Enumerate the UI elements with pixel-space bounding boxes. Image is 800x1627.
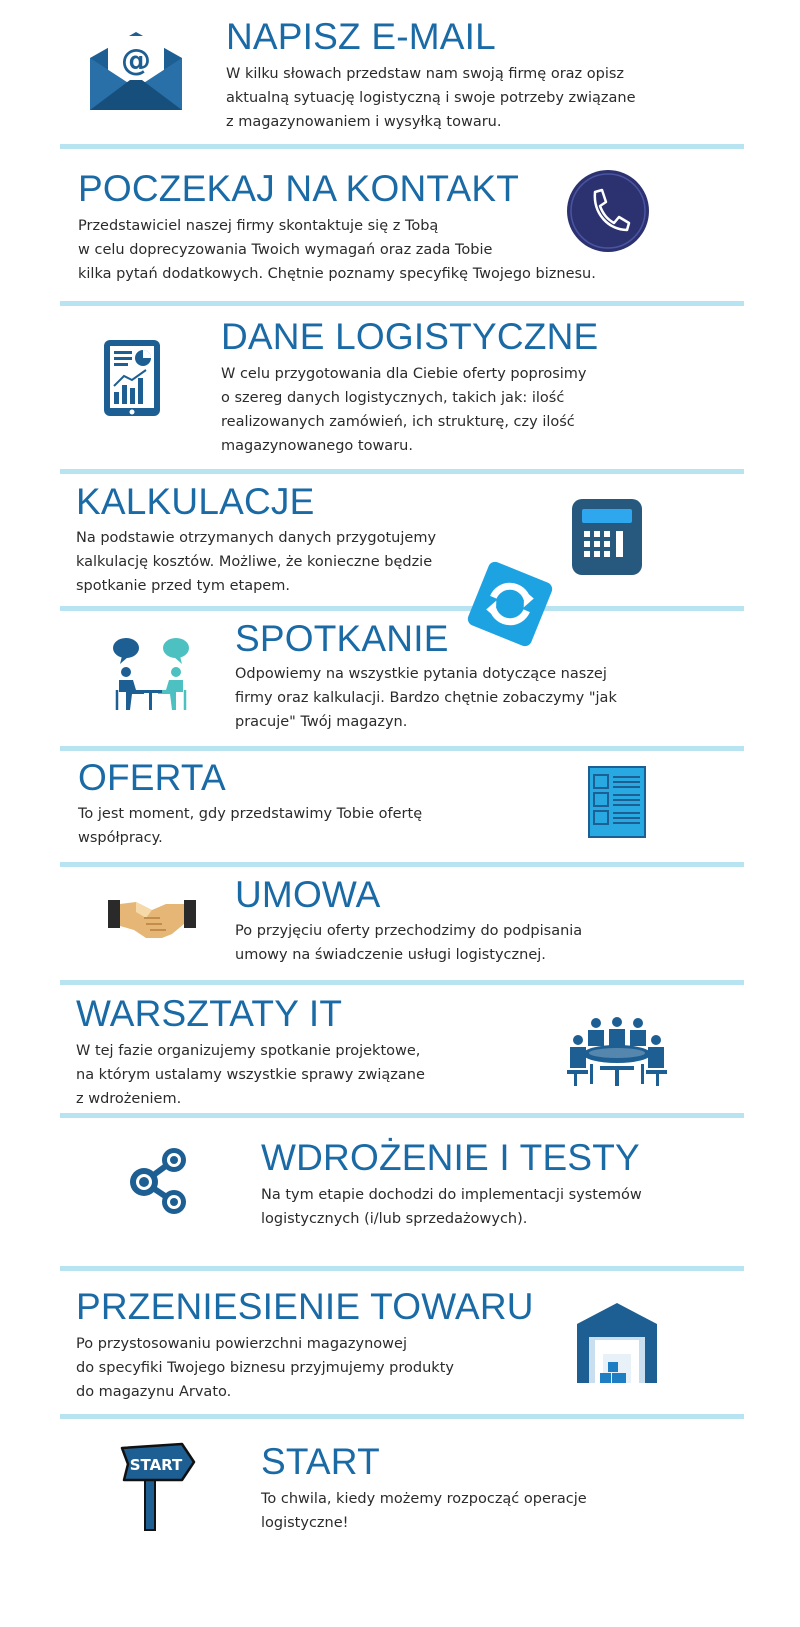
step-description: Odpowiemy na wszystkie pytania dotyczące naszej firmy oraz kalkulacji. Bardzo chętnie zobaczymy "jak pracuje" Twój magazyn.	[235, 666, 617, 730]
envelope-icon	[84, 28, 188, 114]
step-title: OFERTA	[78, 757, 226, 798]
start-signpost-icon	[118, 1438, 198, 1534]
step-description: To chwila, kiedy możemy rozpocząć operacje logistyczne!	[261, 1491, 587, 1531]
step-title: NAPISZ E-MAIL	[226, 16, 496, 57]
step-title: WARSZTATY IT	[76, 993, 343, 1034]
step-description: To jest moment, gdy przedstawimy Tobie ofertę współpracy.	[78, 806, 423, 846]
meeting-icon	[110, 636, 192, 712]
section-divider	[60, 469, 744, 474]
section-divider	[60, 606, 744, 611]
warehouse-icon	[576, 1302, 658, 1384]
calculator-icon	[570, 497, 644, 577]
step-title: SPOTKANIE	[235, 618, 449, 659]
section-divider	[60, 862, 744, 867]
section-divider	[60, 1266, 744, 1271]
document-list-icon	[588, 766, 646, 838]
step-title: POCZEKAJ NA KONTAKT	[78, 168, 520, 209]
step-title: KALKULACJE	[76, 481, 315, 522]
step-description: Po przyjęciu oferty przechodzimy do podpisania umowy na świadczenie usługi logistycznej.	[235, 923, 583, 963]
step-description: W tej fazie organizujemy spotkanie projektowe, na którym ustalamy wszystkie sprawy związane z wdrożeniem.	[76, 1043, 425, 1107]
step-description: Na tym etapie dochodzi do implementacji systemów logistycznych (i/lub sprzedażowych).	[261, 1187, 642, 1227]
step-title: PRZENIESIENIE TOWARU	[76, 1286, 534, 1327]
section-divider	[60, 746, 744, 751]
section-divider	[60, 301, 744, 306]
handshake-icon	[106, 894, 198, 942]
step-description: Po przystosowaniu powierzchni magazynowej do specyfiki Twojego biznesu przyjmujemy produkty do magazynu Arvato.	[76, 1336, 454, 1400]
section-divider	[60, 1113, 744, 1118]
step-title: DANE LOGISTYCZNE	[221, 316, 599, 357]
signpost-text: START	[129, 1456, 183, 1474]
step-description: Na podstawie otrzymanych danych przygotujemy kalkulację kosztów. Możliwe, że konieczne będzie spotkanie przed tym etapem.	[76, 530, 437, 594]
step-description: W kilku słowach przedstaw nam swoją firmę oraz opisz aktualną sytuację logistyczną i swoje potrzeby związane z magazynowaniem i wysyłką towaru.	[226, 66, 636, 130]
share-network-icon	[126, 1144, 192, 1216]
step-description: W celu przygotowania dla Ciebie oferty poprosimy o szereg danych logistycznych, takich jak: ilość realizowanych zamówień, ich strukturę, czy ilość magazynowanego towaru.	[221, 366, 587, 454]
section-divider	[60, 980, 744, 985]
step-title: START	[261, 1441, 380, 1482]
tablet-chart-icon	[102, 338, 162, 418]
section-divider	[60, 1414, 744, 1419]
section-divider	[60, 144, 744, 149]
conference-table-icon	[566, 1016, 668, 1088]
phone-icon	[565, 168, 651, 254]
step-title: UMOWA	[235, 874, 381, 915]
refresh-icon	[466, 560, 554, 648]
svg-text:@: @	[121, 43, 151, 78]
step-description: Przedstawiciel naszej firmy skontaktuje się z Tobą w celu doprecyzowania Twoich wymagań oraz zada Tobie kilka pytań dodatkowych. Chętnie poznamy specyfikę Twojego biznesu.	[78, 218, 596, 282]
step-title: WDROŻENIE I TESTY	[261, 1137, 640, 1178]
